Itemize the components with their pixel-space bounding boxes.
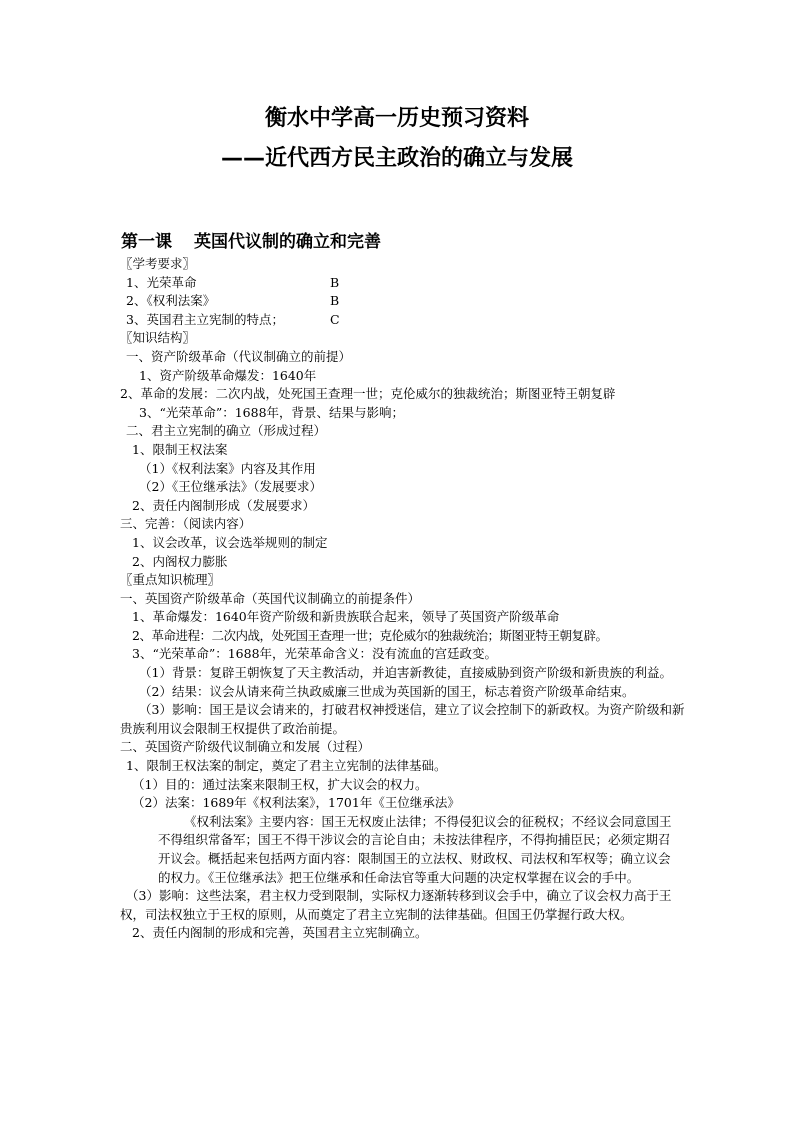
- key-point-line: 3、“光荣革命”：1688年，光荣革命含义：没有流血的宫廷政变。: [132, 646, 498, 662]
- requirement-level: B: [330, 293, 340, 309]
- requirements-header: 〖学考要求〗: [120, 256, 196, 271]
- key-point-line: 1、限制王权法案的制定，奠定了君主立宪制的法律基础。: [126, 758, 447, 774]
- key-point-line: （1）目的：通过法案来限制王权，扩大议会的权力。: [132, 776, 428, 792]
- key-point-line: 一、英国资产阶级革命（英国代议制确立的前提条件）: [120, 590, 421, 606]
- key-point-line: （3）影响：这些法案，君主权力受到限制，实际权力逐渐转移到议会手中，确立了议会权力高于王权，司法权独立于王权的原则，从而奠定了君主立宪制的法律基础。但国王仍掌握行政大权。: [120, 888, 672, 922]
- requirement-item: [120, 274, 686, 293]
- key-point-line: （2）法案：1689年《权利法案》，1701年《王位继承法》: [132, 795, 460, 811]
- key-point-line: （1）背景：复辟王朝恢复了天主教活动，并迫害新教徒，直接威胁到资产阶级和新贵族的利益。: [139, 665, 672, 681]
- structure-line: 1、资产阶级革命爆发：1640年: [139, 367, 317, 383]
- key-point-line: （2）结果：议会从请来荷兰执政威廉三世成为英国新的国王，标志着资产阶级革命结束。: [139, 683, 635, 699]
- structure-line: （1）《权利法案》内容及其作用: [139, 460, 316, 476]
- key-point-line: 2、革命进程：二次内战，处死国王查理一世；克伦威尔的独裁统治；斯图亚特王朝复辟。: [132, 627, 608, 643]
- requirement-level: B: [330, 274, 340, 290]
- key-point-line: 2、责任内阁制的形成和完善，英国君主立宪制确立。: [132, 925, 428, 941]
- requirement-item: [120, 292, 686, 311]
- document-body: [120, 255, 686, 943]
- structure-header: 〖知识结构〗: [120, 330, 196, 346]
- key-points-header: 〖重点知识梳理〗: [120, 572, 221, 588]
- requirement-text: 1、光荣革命: [126, 274, 197, 290]
- lesson-number: 第一课: [121, 232, 172, 252]
- structure-line: 一、资产阶级革命（代议制确立的前提）: [126, 348, 352, 364]
- key-point-line: 《权利法案》主要内容：国王无权废止法律；不得侵犯议会的征税权；不经议会同意国王不得组织常备军；国王不得干涉议会的言论自由；未按法律程序，不得拘捕臣民；必须定期召开议会。概括起来包括两方面内容：限制国王的立法权、财政权、司法权和军权等；确立议会的权力。《王位继承法》把王位继承和任命法官等重大问题的决定权掌握在议会的手中。: [158, 813, 672, 885]
- structure-line: （2）《王位继承法》（发展要求）: [139, 479, 322, 495]
- structure-line: 3、“光荣革命”：1688年，背景、结果与影响；: [139, 404, 405, 420]
- structure-line: 1、限制王权法案: [132, 441, 228, 457]
- document-subtitle: ——近代西方民主政治的确立与发展: [220, 146, 573, 171]
- structure-line: 二、君主立宪制的确立（形成过程）: [126, 423, 327, 439]
- requirement-level: C: [330, 311, 340, 327]
- key-point-line: 1、革命爆发：1640年资产阶级和新贵族联合起来，领导了英国资产阶级革命: [132, 609, 560, 625]
- lesson-heading: [121, 231, 381, 253]
- structure-line: 1、议会改革，议会选举规则的制定: [132, 534, 328, 550]
- requirement-text: 2、《权利法案》: [126, 293, 216, 309]
- document-title: 衡水中学高一历史预习资料: [264, 106, 529, 131]
- key-point-line: （3）影响：国王是议会请来的，打破君权神授迷信，建立了议会控制下的新政权。为资产阶级和新贵族利用议会限制王权提供了政治前提。: [120, 702, 685, 736]
- requirement-item: [120, 311, 686, 330]
- structure-line: 2、责任内阁制形成（发展要求）: [132, 497, 315, 513]
- structure-line: 2、内阁权力膨胀: [132, 553, 228, 569]
- structure-line: 2、革命的发展：二次内战，处死国王查理一世；克伦威尔的独裁统治；斯图亚特王朝复辟: [120, 386, 616, 402]
- requirement-text: 3、英国君主立宪制的特点；: [126, 311, 284, 327]
- lesson-name: 英国代议制的确立和完善: [194, 232, 381, 252]
- structure-line: 三、完善：（阅读内容）: [120, 516, 252, 532]
- key-point-line: 二、英国资产阶级代议制确立和发展（过程）: [120, 739, 371, 755]
